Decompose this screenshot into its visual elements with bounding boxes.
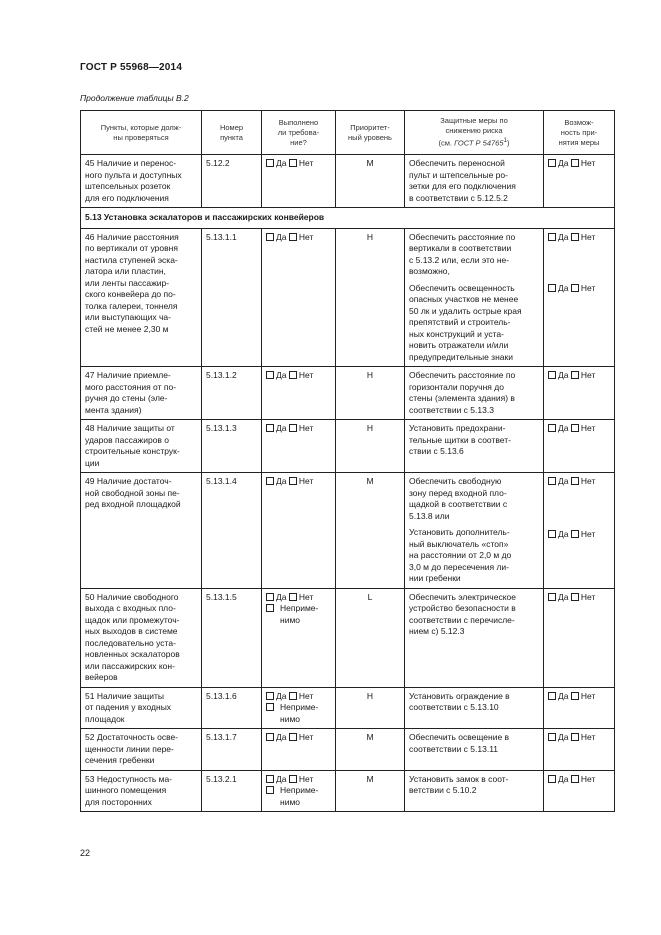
protective-measure-text: Установить дополнитель- ный выключатель «стоп» на расстоянии от 2,0 м до 3,0 м до пересечения ли- нии гребенки <box>409 527 512 583</box>
yes-option[interactable]: Да <box>266 691 286 701</box>
clause-number: 5.13.1.7 <box>202 729 262 771</box>
requirement-met-cell <box>262 367 336 420</box>
protective-measures-cell <box>405 420 544 473</box>
section-title: 5.13 Установка эскалаторов и пассажирских конвейеров <box>81 208 615 229</box>
feasibility-options <box>548 691 610 703</box>
yes-option[interactable]: Да <box>266 476 286 486</box>
feasibility-options <box>548 476 610 488</box>
feasible-yes-option[interactable]: Да <box>548 158 568 168</box>
check-item-text: 48 Наличие защиты от ударов пассажиров о строительные конструк- ции <box>81 420 202 473</box>
feasible-no-checkbox[interactable] <box>571 371 579 379</box>
no-option[interactable]: Нет <box>289 592 313 602</box>
measure-feasibility-cell <box>544 473 615 589</box>
yes-checkbox[interactable] <box>266 593 274 601</box>
table-row <box>81 770 615 812</box>
no-checkbox[interactable] <box>289 775 297 783</box>
check-item-text: 47 Наличие приемле- мого расстояния от по- ручня до стены (эле- мента здания) <box>81 367 202 420</box>
table-continuation-caption: Продолжение таблицы В.2 <box>80 93 189 103</box>
not-applicable-checkbox[interactable] <box>266 604 274 612</box>
page-number: 22 <box>80 848 91 858</box>
yes-checkbox[interactable] <box>266 733 274 741</box>
priority-level: H <box>336 228 405 367</box>
protective-measures-cell <box>405 155 544 208</box>
requirements-table <box>80 110 615 812</box>
protective-measure-text: Обеспечить электрическое устройство безопасности в соответствии с перечисле- нием с) 5.12.3 <box>409 591 516 636</box>
measure-feasibility-cell <box>544 687 615 729</box>
measure-feasibility-cell <box>544 770 615 812</box>
feasible-no-checkbox[interactable] <box>571 733 579 741</box>
feasible-no-checkbox[interactable] <box>571 424 579 432</box>
header-requirement-met: Выполнено ли требова- ние? <box>262 111 336 155</box>
feasible-yes-option[interactable]: Да <box>548 423 568 433</box>
check-item-text: 50 Наличие свободного выхода с входных пло- щадок или промежуточ- ных выходов в системе последовательно уста- новленных эскалаторов или пассажирских кон- вейеров <box>81 588 202 687</box>
feasible-no-checkbox[interactable] <box>571 159 579 167</box>
feasible-no-checkbox[interactable] <box>571 530 579 538</box>
priority-level: H <box>336 367 405 420</box>
feasibility-options <box>548 732 610 744</box>
yes-checkbox[interactable] <box>266 371 274 379</box>
feasible-no-option[interactable]: Нет <box>571 158 595 168</box>
no-checkbox[interactable] <box>289 233 297 241</box>
yes-no-options <box>266 232 331 244</box>
feasible-yes-checkbox[interactable] <box>548 284 556 292</box>
header-clause-number: Номер пункта <box>202 111 262 155</box>
yes-no-options <box>266 691 331 703</box>
feasible-yes-checkbox[interactable] <box>548 424 556 432</box>
feasible-yes-checkbox[interactable] <box>548 159 556 167</box>
no-option[interactable]: Нет <box>289 691 313 701</box>
table-row <box>81 155 615 208</box>
measure-feasibility-cell <box>544 155 615 208</box>
feasible-yes-checkbox[interactable] <box>548 371 556 379</box>
feasibility-options <box>548 592 610 604</box>
priority-level: M <box>336 729 405 771</box>
document-header: ГОСТ Р 55968—2014 <box>80 62 183 73</box>
table-row <box>81 729 615 771</box>
feasible-no-option[interactable]: Нет <box>571 691 595 701</box>
table-header-row <box>81 111 615 155</box>
feasible-yes-option[interactable]: Да <box>548 774 568 784</box>
feasible-no-option[interactable]: Нет <box>571 774 595 784</box>
protective-measures-cell <box>405 770 544 812</box>
not-applicable-option[interactable]: Неприме- нимо <box>266 603 331 626</box>
protective-measure-text: Установить замок в соот- ветствии с 5.10.2 <box>409 773 509 795</box>
table-row <box>81 473 615 589</box>
no-option[interactable]: Нет <box>289 732 313 742</box>
feasible-no-checkbox[interactable] <box>571 775 579 783</box>
priority-level: M <box>336 473 405 589</box>
feasible-yes-checkbox[interactable] <box>548 233 556 241</box>
clause-number: 5.13.1.6 <box>202 687 262 729</box>
requirement-met-cell <box>262 228 336 367</box>
priority-level: H <box>336 420 405 473</box>
feasible-no-option[interactable]: Нет <box>571 476 595 486</box>
gost-reference: ГОСТ Р 54765 <box>454 138 504 148</box>
clause-number: 5.13.1.1 <box>202 228 262 367</box>
priority-level: M <box>336 155 405 208</box>
table-row <box>81 228 615 367</box>
no-checkbox[interactable] <box>289 692 297 700</box>
feasible-yes-option[interactable]: Да <box>548 592 568 602</box>
feasible-no-option[interactable]: Нет <box>571 232 595 242</box>
protective-measures-cell <box>405 588 544 687</box>
requirement-met-cell <box>262 155 336 208</box>
not-applicable-checkbox[interactable] <box>266 786 274 794</box>
no-option[interactable]: Нет <box>289 423 313 433</box>
table-row <box>81 420 615 473</box>
table-body <box>81 155 615 812</box>
measure-feasibility-cell <box>544 367 615 420</box>
yes-checkbox[interactable] <box>266 775 274 783</box>
yes-option[interactable]: Да <box>266 232 286 242</box>
table-row <box>81 588 615 687</box>
no-option[interactable]: Нет <box>289 232 313 242</box>
feasible-yes-checkbox[interactable] <box>548 692 556 700</box>
yes-no-options <box>266 476 331 488</box>
feasible-yes-checkbox[interactable] <box>548 530 556 538</box>
measure-feasibility-cell <box>544 228 615 367</box>
priority-level: M <box>336 770 405 812</box>
footnote-marker: 1 <box>503 137 507 145</box>
yes-option[interactable]: Да <box>266 370 286 380</box>
clause-number: 5.12.2 <box>202 155 262 208</box>
protective-measures-cell <box>405 687 544 729</box>
feasible-no-option[interactable]: Нет <box>571 423 595 433</box>
no-checkbox[interactable] <box>289 477 297 485</box>
protective-measure-text: Обеспечить освещение в соответствии с 5.13.11 <box>409 732 510 754</box>
yes-no-options <box>266 774 331 786</box>
yes-checkbox[interactable] <box>266 159 274 167</box>
clause-number: 5.13.2.1 <box>202 770 262 812</box>
feasible-yes-option[interactable]: Да <box>548 370 568 380</box>
protective-measures-cell <box>405 473 544 589</box>
yes-option[interactable]: Да <box>266 423 286 433</box>
feasible-yes-option[interactable]: Да <box>548 732 568 742</box>
no-checkbox[interactable] <box>289 371 297 379</box>
check-item-text: 46 Наличие расстояния по вертикали от уровня настила ступеней эска- латора или пластин, или ленты пассажир- ского конвейера до по- толка галереи, тоннеля или выступающих ча- стей не менее 2,30 м <box>81 228 202 367</box>
feasible-no-checkbox[interactable] <box>571 692 579 700</box>
feasible-no-option[interactable]: Нет <box>571 592 595 602</box>
feasibility-options <box>548 423 610 435</box>
yes-checkbox[interactable] <box>266 424 274 432</box>
requirement-met-cell <box>262 729 336 771</box>
no-checkbox[interactable] <box>289 424 297 432</box>
yes-option[interactable]: Да <box>266 774 286 784</box>
no-checkbox[interactable] <box>289 159 297 167</box>
feasible-yes-checkbox[interactable] <box>548 477 556 485</box>
protective-measure-text: Обеспечить свободную зону перед входной пло- щадкой в соответствии с 5.13.8 или <box>409 476 508 521</box>
feasible-no-option[interactable]: Нет <box>571 370 595 380</box>
feasible-no-checkbox[interactable] <box>571 593 579 601</box>
header-measure-feasibility: Возмож- ность при- нятия меры <box>544 111 615 155</box>
feasible-no-option[interactable]: Нет <box>571 732 595 742</box>
priority-level: H <box>336 687 405 729</box>
feasible-yes-option[interactable]: Да <box>548 283 568 293</box>
measure-feasibility-cell <box>544 729 615 771</box>
feasible-no-option[interactable]: Нет <box>571 283 595 293</box>
protective-measure-text: Обеспечить переносной пульт и штепсельные ро- зетки для его подключения в соответствии с 5.12.5.2 <box>409 158 516 203</box>
feasible-no-checkbox[interactable] <box>571 477 579 485</box>
feasibility-options <box>548 283 610 295</box>
priority-level: L <box>336 588 405 687</box>
check-item-text: 51 Наличие защиты от падения у входных площадок <box>81 687 202 729</box>
yes-no-options <box>266 423 331 435</box>
requirement-met-cell <box>262 770 336 812</box>
table-row <box>81 687 615 729</box>
yes-no-options <box>266 158 331 170</box>
requirement-met-cell <box>262 588 336 687</box>
clause-number: 5.13.1.2 <box>202 367 262 420</box>
protective-measures-cell <box>405 367 544 420</box>
check-item-text: 52 Достаточность осве- щенности линии пере- сечения гребенки <box>81 729 202 771</box>
protective-measures-cell <box>405 729 544 771</box>
feasible-yes-option[interactable]: Да <box>548 476 568 486</box>
protective-measure-text: Обеспечить освещенность опасных участков не менее 50 лк и удалить острые края препятствий и строитель- ных конструкций и уста- новить отражатели и/или предупредительные знаки <box>409 282 522 362</box>
not-applicable-option[interactable]: Неприме- нимо <box>266 785 331 808</box>
feasibility-options <box>548 370 610 382</box>
yes-no-options <box>266 732 331 744</box>
no-option[interactable]: Нет <box>289 476 313 486</box>
yes-option[interactable]: Да <box>266 732 286 742</box>
protective-measure-text: Обеспечить расстояние по вертикали в соответствии с 5.13.2 или, если это не- возможно, <box>409 231 516 276</box>
check-item-text: 45 Наличие и перенос- ного пульта и доступных штепсельных розеток для его подключения <box>81 155 202 208</box>
feasibility-options <box>548 774 610 786</box>
feasible-yes-checkbox[interactable] <box>548 593 556 601</box>
feasible-yes-option[interactable]: Да <box>548 529 568 539</box>
section-row <box>81 208 615 229</box>
protective-measure-text: Обеспечить расстояние по горизонтали поручня до стены (элемента здания) в соответствии с 5.13.3 <box>409 370 516 415</box>
protective-measure-text: Установить предохрани- тельные щитки в соответ- ствии с 5.13.6 <box>409 423 511 456</box>
header-protective-measures: Защитные меры по снижению риска (см. ГОСТ Р 54765$^1$) <box>405 111 544 155</box>
no-checkbox[interactable] <box>289 733 297 741</box>
protective-measures-cell <box>405 228 544 367</box>
no-option[interactable]: Нет <box>289 774 313 784</box>
table-row <box>81 367 615 420</box>
no-option[interactable]: Нет <box>289 158 313 168</box>
feasibility-options <box>548 232 610 244</box>
header-priority-level: Приоритет- ный уровень <box>336 111 405 155</box>
yes-option[interactable]: Да <box>266 158 286 168</box>
check-item-text: 49 Наличие достаточ- ной свободной зоны пе- ред входной площадкой <box>81 473 202 589</box>
feasibility-options <box>548 529 610 541</box>
header-check-items: Пункты, которые долж- ны проверяться <box>81 111 202 155</box>
feasibility-options <box>548 158 610 170</box>
yes-no-options <box>266 370 331 382</box>
not-applicable-option[interactable]: Неприме- нимо <box>266 702 331 725</box>
measure-feasibility-cell <box>544 420 615 473</box>
yes-checkbox[interactable] <box>266 477 274 485</box>
yes-option[interactable]: Да <box>266 592 286 602</box>
protective-measure-text: Установить ограждение в соответствии с 5.13.10 <box>409 690 510 712</box>
feasible-yes-option[interactable]: Да <box>548 232 568 242</box>
not-applicable-checkbox[interactable] <box>266 703 274 711</box>
measure-feasibility-cell <box>544 588 615 687</box>
feasible-no-option[interactable]: Нет <box>571 529 595 539</box>
requirement-met-cell <box>262 473 336 589</box>
no-option[interactable]: Нет <box>289 370 313 380</box>
no-checkbox[interactable] <box>289 593 297 601</box>
requirement-met-cell <box>262 420 336 473</box>
yes-checkbox[interactable] <box>266 233 274 241</box>
feasible-yes-option[interactable]: Да <box>548 691 568 701</box>
clause-number: 5.13.1.5 <box>202 588 262 687</box>
yes-checkbox[interactable] <box>266 692 274 700</box>
clause-number: 5.13.1.3 <box>202 420 262 473</box>
requirement-met-cell <box>262 687 336 729</box>
clause-number: 5.13.1.4 <box>202 473 262 589</box>
feasible-no-checkbox[interactable] <box>571 233 579 241</box>
feasible-yes-checkbox[interactable] <box>548 733 556 741</box>
yes-no-options <box>266 592 331 604</box>
feasible-yes-checkbox[interactable] <box>548 775 556 783</box>
feasible-no-checkbox[interactable] <box>571 284 579 292</box>
check-item-text: 53 Недоступность ма- шинного помещения для посторонних <box>81 770 202 812</box>
